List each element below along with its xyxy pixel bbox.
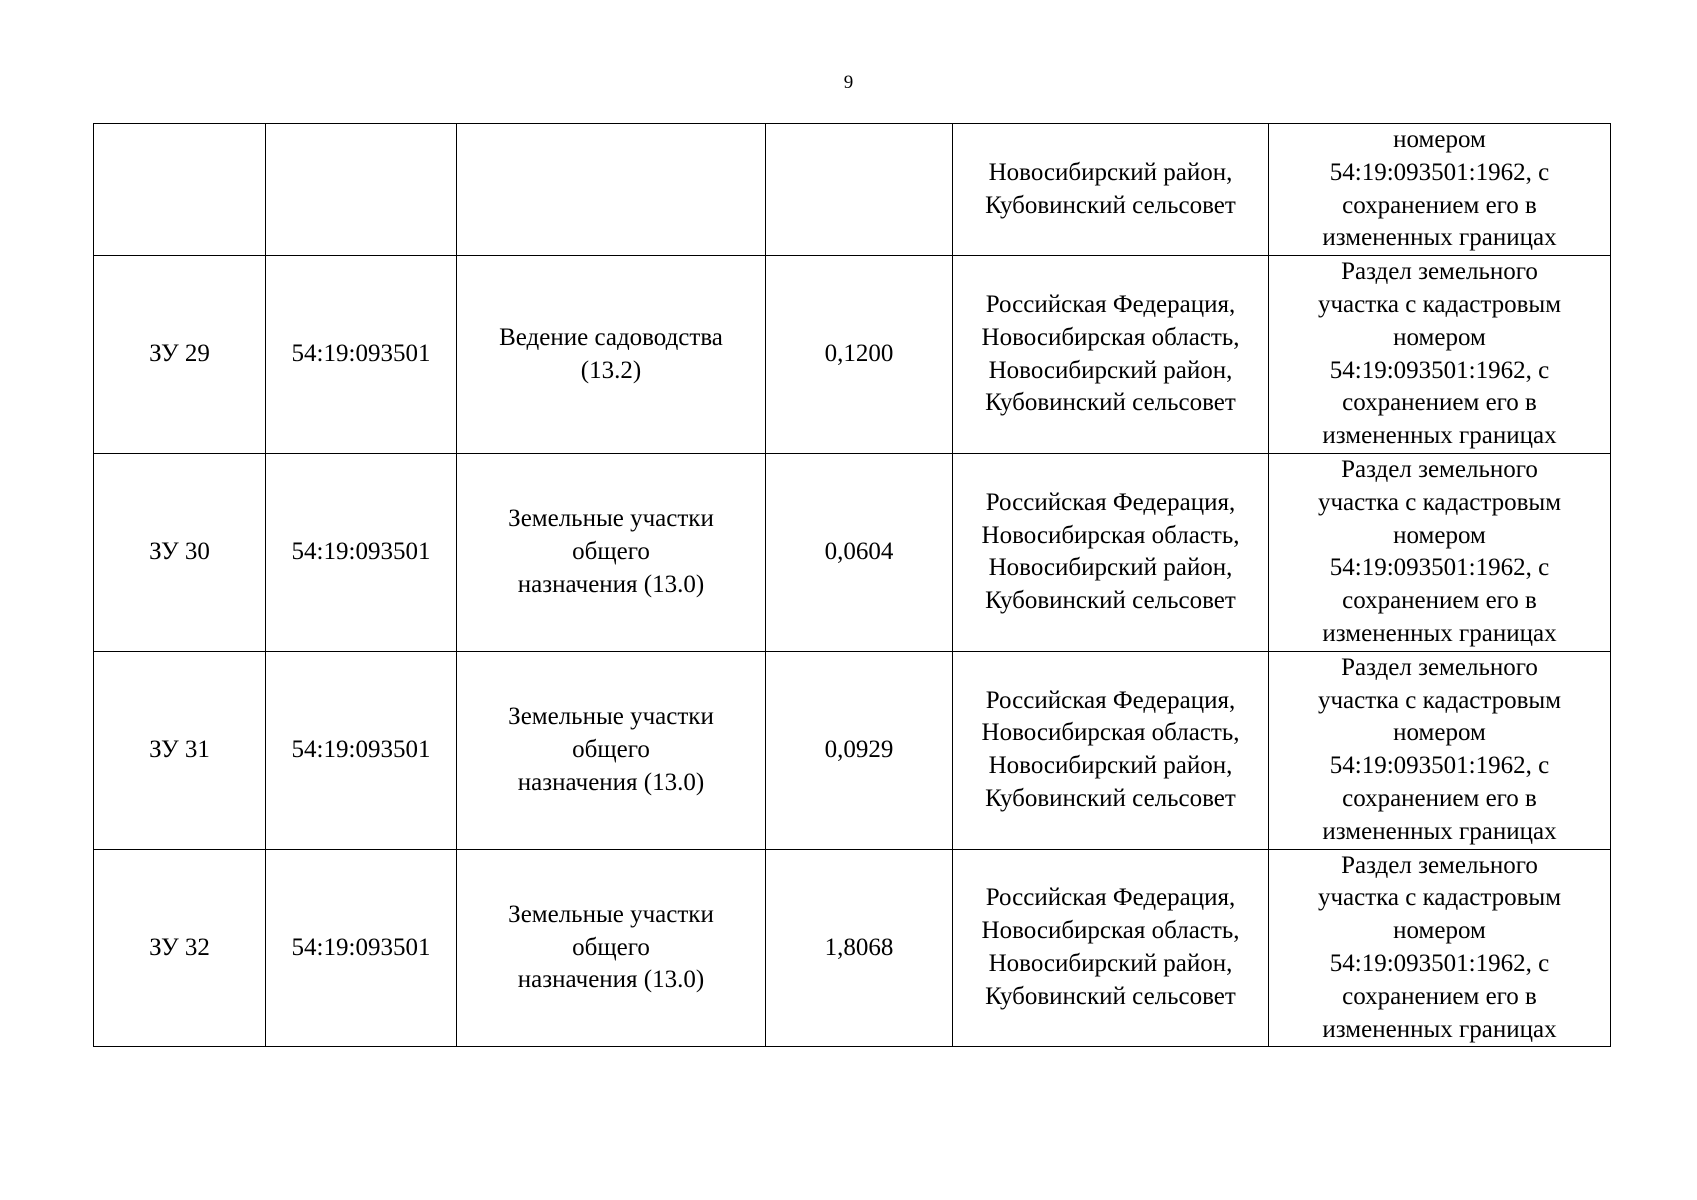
- cell-address-line: Кубовинский сельсовет: [985, 389, 1236, 417]
- cell-address-line: Кубовинский сельсовет: [985, 982, 1236, 1010]
- cell-address-line: Новосибирская область,: [981, 719, 1240, 747]
- cell-formation-method-line: Раздел земельного: [1341, 455, 1538, 483]
- cell-address-line: Новосибирская область,: [981, 323, 1240, 351]
- table-row: [94, 256, 1611, 454]
- cell-plot-number: ЗУ 32: [94, 849, 266, 1047]
- cell-permitted-use-line: общего: [572, 735, 650, 763]
- cell-formation-method-line: измененных границах: [1322, 422, 1557, 450]
- cell-address: [953, 256, 1269, 454]
- land-plots-table: [93, 123, 1611, 1047]
- cell-address: [953, 849, 1269, 1047]
- cell-formation-method-line: сохранением его в: [1342, 191, 1537, 219]
- cell-address-line: Новосибирский район,: [988, 158, 1233, 186]
- cell-permitted-use-line: Земельные участки: [508, 900, 714, 928]
- cell-formation-method-line: Раздел земельного: [1341, 653, 1538, 681]
- table-body: [94, 124, 1611, 1047]
- cell-formation-method-line: номером: [1393, 719, 1486, 747]
- cell-address-line: Кубовинский сельсовет: [985, 587, 1236, 615]
- cell-plot-number: [94, 124, 266, 256]
- cell-permitted-use: [457, 651, 766, 849]
- cell-permitted-use-line: назначения (13.0): [517, 966, 705, 994]
- cell-formation-method-line: измененных границах: [1322, 1015, 1557, 1043]
- cell-plot-number: ЗУ 31: [94, 651, 266, 849]
- cell-area: 0,0929: [766, 651, 953, 849]
- cell-formation-method: [1269, 651, 1611, 849]
- cell-plot-number: ЗУ 29: [94, 256, 266, 454]
- cell-formation-method-line: номером: [1393, 917, 1486, 945]
- cell-address-line: Российская Федерация,: [985, 290, 1236, 318]
- cell-address-line: Новосибирский район,: [988, 949, 1233, 977]
- cell-formation-method-line: 54:19:093501:1962, с: [1329, 158, 1550, 186]
- cell-address-line: Российская Федерация,: [985, 884, 1236, 912]
- cell-address-line: Российская Федерация,: [985, 686, 1236, 714]
- cell-formation-method: [1269, 849, 1611, 1047]
- cell-permitted-use-line: Земельные участки: [508, 702, 714, 730]
- cell-formation-method-line: участка с кадастровым: [1317, 488, 1562, 516]
- cell-address-line: Новосибирский район,: [988, 554, 1233, 582]
- cell-formation-method-line: измененных границах: [1322, 619, 1557, 647]
- cell-formation-method-line: 54:19:093501:1962, с: [1329, 554, 1550, 582]
- cell-permitted-use-line: Ведение садоводства: [499, 323, 723, 351]
- cell-permitted-use: [457, 124, 766, 256]
- cell-permitted-use-line: (13.2): [580, 356, 642, 384]
- cell-permitted-use-line: назначения (13.0): [517, 570, 705, 598]
- cell-address-line: Кубовинский сельсовет: [985, 191, 1236, 219]
- cell-permitted-use: [457, 453, 766, 651]
- cell-formation-method: [1269, 256, 1611, 454]
- cell-area: 0,0604: [766, 453, 953, 651]
- cell-area: 1,8068: [766, 849, 953, 1047]
- cell-formation-method-line: сохранением его в: [1342, 587, 1537, 615]
- cell-permitted-use-line: общего: [572, 537, 650, 565]
- table-row: [94, 453, 1611, 651]
- cell-formation-method-line: измененных границах: [1322, 817, 1557, 845]
- cell-permitted-use: [457, 256, 766, 454]
- table-row: [94, 651, 1611, 849]
- cell-address-line: Новосибирский район,: [988, 356, 1233, 384]
- cell-formation-method-line: номером: [1393, 126, 1486, 153]
- cell-address: [953, 651, 1269, 849]
- cell-cadastral-quarter: [266, 124, 457, 256]
- cell-address: [953, 453, 1269, 651]
- cell-area: [766, 124, 953, 256]
- cell-address-line: Кубовинский сельсовет: [985, 784, 1236, 812]
- cell-permitted-use-line: назначения (13.0): [517, 768, 705, 796]
- cell-address-line: Российская Федерация,: [985, 488, 1236, 516]
- cell-cadastral-quarter: 54:19:093501: [266, 651, 457, 849]
- cell-formation-method: [1269, 124, 1611, 256]
- cell-plot-number: ЗУ 30: [94, 453, 266, 651]
- cell-formation-method-line: сохранением его в: [1342, 389, 1537, 417]
- cell-formation-method-line: участка с кадастровым: [1317, 686, 1562, 714]
- table-row: [94, 849, 1611, 1047]
- cell-formation-method-line: 54:19:093501:1962, с: [1329, 752, 1550, 780]
- cell-formation-method: [1269, 453, 1611, 651]
- cell-address: [953, 124, 1269, 256]
- cell-formation-method-line: номером: [1393, 521, 1486, 549]
- cell-formation-method-line: Раздел земельного: [1341, 851, 1538, 879]
- cell-formation-method-line: измененных границах: [1322, 224, 1557, 252]
- cell-permitted-use-line: общего: [572, 933, 650, 961]
- cell-address-line: Новосибирская область,: [981, 521, 1240, 549]
- cell-formation-method-line: 54:19:093501:1962, с: [1329, 949, 1550, 977]
- cell-cadastral-quarter: 54:19:093501: [266, 849, 457, 1047]
- cell-formation-method-line: номером: [1393, 323, 1486, 351]
- cell-formation-method-line: Раздел земельного: [1341, 258, 1538, 286]
- cell-formation-method-line: участка с кадастровым: [1317, 290, 1562, 318]
- page-number: 9: [843, 72, 854, 93]
- cell-address-line: Новосибирский район,: [988, 752, 1233, 780]
- cell-permitted-use-line: Земельные участки: [508, 505, 714, 533]
- cell-permitted-use: [457, 849, 766, 1047]
- cell-formation-method-line: участка с кадастровым: [1317, 884, 1562, 912]
- cell-cadastral-quarter: 54:19:093501: [266, 256, 457, 454]
- cell-area: 0,1200: [766, 256, 953, 454]
- cell-formation-method-line: сохранением его в: [1342, 982, 1537, 1010]
- cell-cadastral-quarter: 54:19:093501: [266, 453, 457, 651]
- cell-formation-method-line: 54:19:093501:1962, с: [1329, 356, 1550, 384]
- cell-formation-method-line: сохранением его в: [1342, 784, 1537, 812]
- cell-address-line: Новосибирская область,: [981, 917, 1240, 945]
- table-row-continuation: [94, 124, 1611, 256]
